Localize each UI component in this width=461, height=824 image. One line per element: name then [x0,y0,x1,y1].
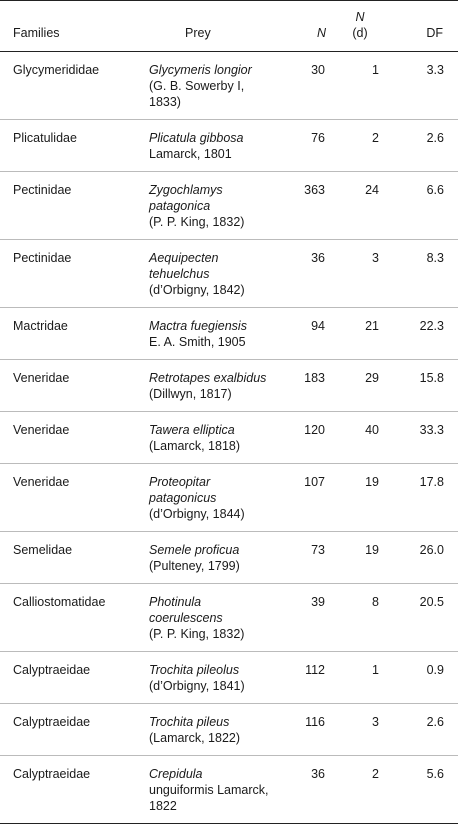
prey-line: Retrotapes exalbidus [149,371,267,385]
prey-cell [149,594,289,642]
df-cell: 26.0 [419,543,444,557]
prey-line: Semele proficua [149,543,240,557]
prey-line: (d’Orbigny, 1844) [149,507,245,521]
header-n-days [349,9,371,41]
table-row [0,412,458,464]
family-cell: Calliostomatidae [13,595,106,609]
n-cell: 107 [304,475,325,489]
table-row [0,120,458,172]
family-cell: Semelidae [13,543,73,557]
n-cell: 94 [311,319,325,333]
n-days-cell: 19 [365,543,379,557]
table-row [0,652,458,704]
prey-line: (Lamarck, 1818) [149,439,241,453]
prey-line: (P. P. King, 1832) [149,627,245,641]
header-n: N [316,26,326,40]
df-cell: 15.8 [419,371,444,385]
df-cell: 3.3 [426,63,444,77]
n-cell: 76 [311,131,325,145]
prey-line: patagonicus [149,491,217,505]
prey-line: Crepidula [149,767,203,781]
prey-line: Photinula [149,595,202,609]
n-cell: 183 [304,371,325,385]
n-cell: 30 [311,63,325,77]
df-cell: 33.3 [419,423,444,437]
n-days-cell: 40 [365,423,379,437]
prey-cell [149,182,289,230]
prey-cell [149,250,289,298]
n-days-cell: 3 [372,251,379,265]
n-cell: 116 [305,715,325,729]
prey-line: Trochita pileus [149,715,230,729]
df-cell: 0.9 [426,663,444,677]
prey-line: (d’Orbigny, 1841) [149,679,245,693]
prey-cell [149,130,289,162]
table-row [0,52,458,120]
family-cell: Pectinidae [13,251,72,265]
df-cell: 20.5 [419,595,444,609]
table-row [0,584,458,652]
prey-line: patagonica [149,199,211,213]
n-days-cell: 3 [372,715,379,729]
n-cell: 39 [311,595,325,609]
n-days-cell: 2 [372,767,379,781]
header-families: Families [13,26,60,40]
prey-cell [149,714,289,746]
prey-line: Trochita pileolus [149,663,240,677]
n-days-cell: 1 [372,663,379,677]
family-cell: Calyptraeidae [13,715,91,729]
prey-line: Lamarck, 1801 [149,147,232,161]
prey-line: Tawera elliptica [149,423,235,437]
n-days-cell: 8 [372,595,379,609]
prey-line: (P. P. King, 1832) [149,215,245,229]
n-days-cell: 19 [365,475,379,489]
df-cell: 2.6 [426,715,444,729]
prey-line: Mactra fuegiensis [149,319,247,333]
df-cell: 2.6 [426,131,444,145]
n-days-cell: 24 [365,183,379,197]
prey-line: (Lamarck, 1822) [149,731,241,745]
prey-line: Plicatula gibbosa [149,131,244,145]
n-cell: 363 [304,183,325,197]
table-row [0,172,458,240]
prey-line: Aequipecten [149,251,219,265]
table-row [0,240,458,308]
family-cell: Calyptraeidae [13,767,91,781]
n-cell: 120 [304,423,325,437]
df-cell: 8.3 [426,251,444,265]
n-cell: 112 [305,663,325,677]
header-prey: Prey [185,26,211,40]
n-days-cell: 1 [372,63,379,77]
header-df: DF [426,26,443,40]
header-n-days-bottom: (d) [352,26,368,40]
family-cell: Veneridae [13,423,70,437]
family-cell: Mactridae [13,319,68,333]
prey-cell [149,318,289,350]
table-row [0,308,458,360]
prey-cell [149,62,289,110]
table-row [0,532,458,584]
n-days-cell: 29 [365,371,379,385]
prey-cell [149,474,289,522]
family-cell: Veneridae [13,475,70,489]
table-header [0,0,458,52]
table-row [0,704,458,756]
df-cell: 5.6 [426,767,444,781]
prey-line: (Pulteney, 1799) [149,559,240,573]
family-cell: Glycymerididae [13,63,100,77]
header-n-days-top: N [355,10,365,24]
family-cell: Veneridae [13,371,70,385]
n-cell: 73 [311,543,325,557]
prey-line: Zygochlamys [149,183,223,197]
n-cell: 36 [311,251,325,265]
family-cell: Plicatulidae [13,131,77,145]
prey-cell [149,422,289,454]
prey-cell [149,662,289,694]
prey-line: Proteopitar [149,475,211,489]
n-days-cell: 2 [372,131,379,145]
prey-line: tehuelchus [149,267,210,281]
df-cell: 6.6 [426,183,444,197]
family-cell: Calyptraeidae [13,663,91,677]
prey-line: Glycymeris longior [149,63,252,77]
prey-line: E. A. Smith, 1905 [149,335,246,349]
prey-line: 1822 [149,799,177,813]
n-days-cell: 21 [365,319,379,333]
prey-line: (d’Orbigny, 1842) [149,283,245,297]
family-cell: Pectinidae [13,183,72,197]
prey-line: (G. B. Sowerby I, [149,79,245,93]
prey-line: unguiformis Lamarck, [149,783,269,797]
table-row [0,360,458,412]
table-row [0,464,458,532]
df-cell: 17.8 [419,475,444,489]
prey-cell [149,766,289,814]
table-row [0,756,458,824]
prey-cell [149,542,289,574]
prey-cell [149,370,289,402]
df-cell: 22.3 [419,319,444,333]
prey-line: coerulescens [149,611,223,625]
n-cell: 36 [311,767,325,781]
prey-line: 1833) [149,95,181,109]
prey-line: (Dillwyn, 1817) [149,387,232,401]
